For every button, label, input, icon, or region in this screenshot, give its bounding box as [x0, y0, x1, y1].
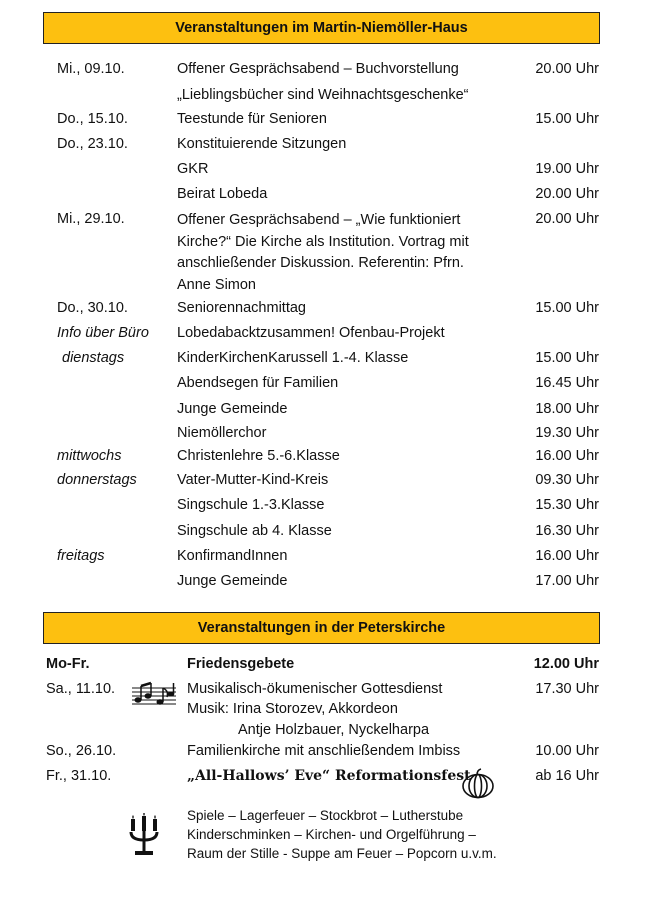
- row-time: 19.00 Uhr: [535, 161, 599, 177]
- row-time: 16.00 Uhr: [535, 448, 599, 464]
- row-date: freitags: [57, 548, 105, 564]
- row-time: 15.00 Uhr: [535, 350, 599, 366]
- footer-line: Spiele – Lagerfeuer – Stockbrot – Lutherstube: [187, 808, 464, 823]
- row-event: Singschule ab 4. Klasse: [177, 523, 332, 539]
- row-date: dienstags: [62, 350, 125, 366]
- row-event: Christenlehre 5.-6.Klasse: [177, 448, 340, 464]
- row-event: Junge Gemeinde: [177, 573, 288, 589]
- row-time: 18.00 Uhr: [535, 401, 599, 417]
- row-time: 19.30 Uhr: [535, 425, 599, 441]
- footer-line: Kinderschminken – Kirchen- und Orgelführung –: [187, 827, 476, 842]
- row-event: Junge Gemeinde: [177, 401, 288, 417]
- row-date: mittwochs: [57, 448, 122, 464]
- footer-line: Raum der Stille - Suppe am Feuer – Popcorn u.v.m.: [187, 846, 497, 861]
- row-time: 15.00 Uhr: [535, 111, 599, 127]
- row-event: GKR: [177, 161, 209, 177]
- row-date: Mi., 09.10.: [57, 61, 125, 77]
- row-date: Do., 15.10.: [57, 111, 128, 127]
- row-event: Offener Gesprächsabend – Buchvorstellung: [177, 61, 459, 77]
- row-time: 15.30 Uhr: [535, 497, 599, 513]
- row-date: Do., 23.10.: [57, 136, 128, 152]
- row-event: Niemöllerchor: [177, 425, 267, 441]
- row-event: Konstituierende Sitzungen: [177, 136, 347, 152]
- row-event: Offener Gesprächsabend – „Wie funktioniert Kirche?“ Die Kirche als Institution. Vortrag mit anschließender Diskussion. Referentin: Pfrn. Anne Simon: [177, 212, 469, 293]
- row-time: ab 16 Uhr: [535, 768, 599, 784]
- row-event: Musik: Irina Storozev, Akkordeon: [187, 701, 398, 717]
- section2-title: Veranstaltungen in der Peterskirche: [43, 612, 600, 644]
- row-event: KonfirmandInnen: [177, 548, 288, 564]
- row-time: 17.00 Uhr: [535, 573, 599, 589]
- row-event: Antje Holzbauer, Nyckelharpa: [238, 722, 430, 738]
- row-time: 20.00 Uhr: [535, 211, 599, 227]
- row-date: Info über Büro: [57, 325, 149, 341]
- pumpkin-icon: [460, 767, 496, 799]
- row-time: 16.45 Uhr: [535, 375, 599, 391]
- row-time: 10.00 Uhr: [535, 743, 599, 759]
- row-date: Mi., 29.10.: [57, 211, 125, 227]
- row-event: Singschule 1.-3.Klasse: [177, 497, 325, 513]
- row-event: „Lieblingsbücher sind Weihnachtsgeschenke“: [177, 87, 469, 103]
- row-time: 16.00 Uhr: [535, 548, 599, 564]
- row-event: KinderKirchenKarussell 1.-4. Klasse: [177, 350, 409, 366]
- row-time: 12.00 Uhr: [533, 656, 599, 672]
- row-event: Teestunde für Senioren: [177, 111, 327, 127]
- row-time: 16.30 Uhr: [535, 523, 599, 539]
- row-time: 17.30 Uhr: [535, 681, 599, 697]
- section1-title: Veranstaltungen im Martin-Niemöller-Haus: [43, 12, 600, 44]
- row-event: Lobedabacktzusammen! Ofenbau-Projekt: [177, 325, 445, 341]
- row-date: Fr., 31.10.: [46, 768, 112, 784]
- row-time: 09.30 Uhr: [535, 472, 599, 488]
- row-event: Musikalisch-ökumenischer Gottesdienst: [187, 681, 443, 697]
- row-event: Seniorennachmittag: [177, 300, 306, 316]
- row-time: 15.00 Uhr: [535, 300, 599, 316]
- row-time: 20.00 Uhr: [535, 61, 599, 77]
- candelabra-icon: [127, 813, 161, 859]
- row-event: Familienkirche mit anschließendem Imbiss: [187, 743, 461, 759]
- row-date: Mo-Fr.: [46, 656, 90, 672]
- row-date: donnerstags: [57, 472, 137, 488]
- row-event: Beirat Lobeda: [177, 186, 268, 202]
- row-event: „All-Hallows’ Eve“ Reformationsfest: [187, 768, 471, 784]
- row-date: So., 26.10.: [46, 743, 117, 759]
- row-date: Do., 30.10.: [57, 300, 128, 316]
- row-event: Vater-Mutter-Kind-Kreis: [177, 472, 329, 488]
- row-event: Abendsegen für Familien: [177, 375, 339, 391]
- row-event: Friedensgebete: [187, 656, 295, 672]
- row-time: 20.00 Uhr: [535, 186, 599, 202]
- music-notes-icon: [130, 680, 178, 708]
- row-date: Sa., 11.10.: [46, 681, 116, 697]
